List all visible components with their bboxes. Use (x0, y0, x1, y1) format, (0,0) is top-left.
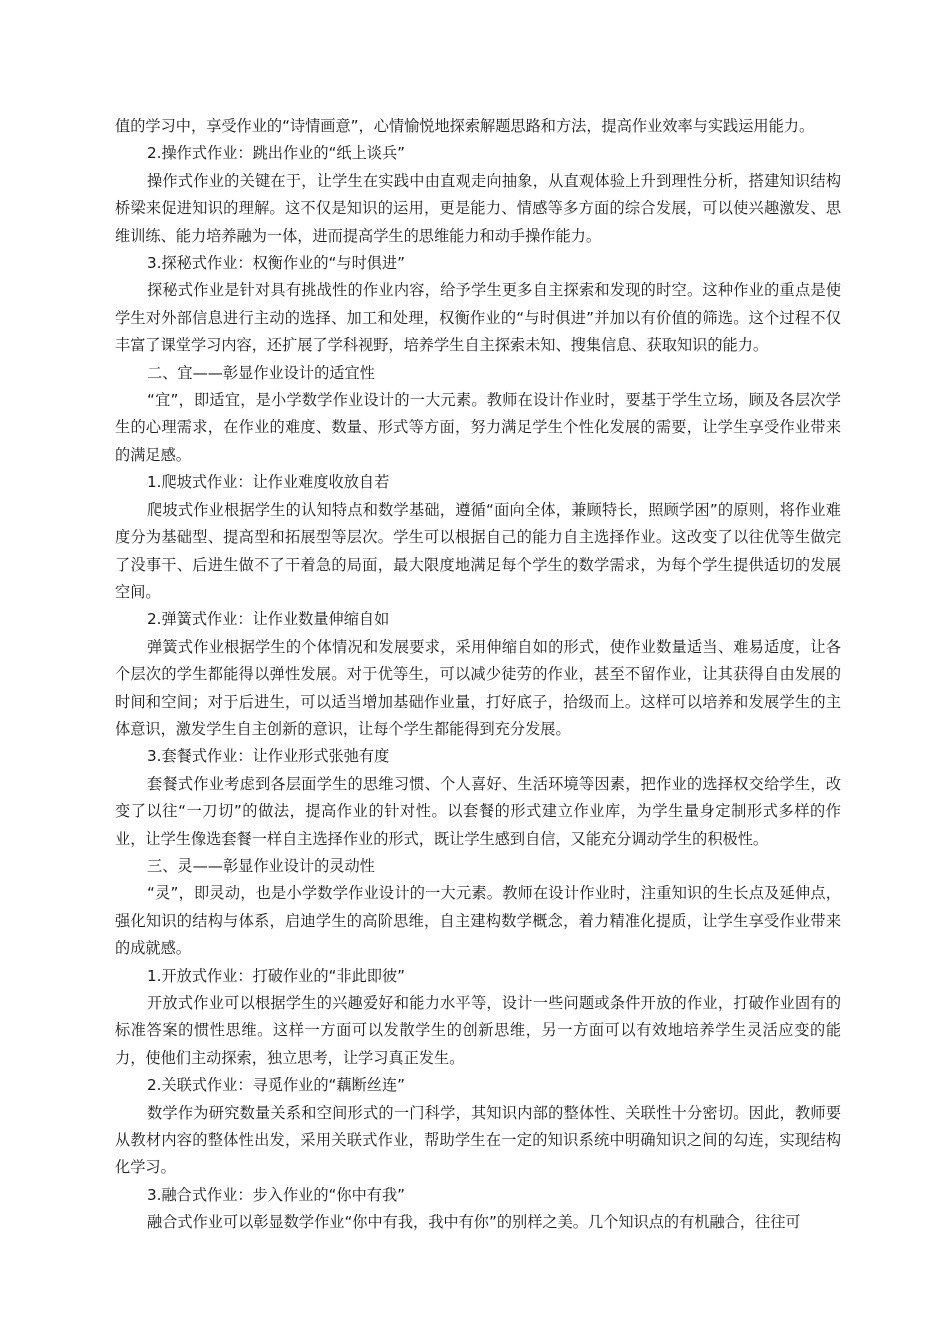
subsection-heading: 1.爬坡式作业：让作业难度收放自若 (147, 473, 390, 492)
subsection-heading: 2.关联式作业：寻觅作业的“藕断丝连” (147, 1076, 406, 1095)
paragraph: 开放式作业可以根据学生的兴趣爱好和能力水平等，设计一些问题或条件开放的作业，打破作业固有的标准答案的惯性思维。这样一方面可以发散学生的创新思维，另一方面可以有效地培养学生灵活应变的能力，使他们主动探索，独立思考，让学习真正发生。 (115, 994, 841, 1067)
paragraph: 值的学习中，享受作业的“诗情画意”，心情愉悦地探索解题思路和方法，提高作业效率与实践运用能力。 (115, 117, 815, 135)
paragraph: 套餐式作业考虑到各层面学生的思维习惯、个人喜好、生活环境等因素，把作业的选择权交给学生，改变了以往“一刀切”的做法，提高作业的针对性。以套餐的形式建立作业库，为学生量身定制形式多样的作业，让学生像选套餐一样自主选择作业的形式，既让学生感到自信，又能充分调动学生的积极性。 (115, 774, 841, 848)
paragraph: 操作式作业的关键在于，让学生在实践中由直观走向抽象，从直观体验上升到理性分析，搭建知识结构桥梁来促进知识的理解。这不仅是知识的运用，更是能力、情感等多方面的综合发展，可以使兴趣激发、思维训练、能力培养融为一体，进而提高学生的思维能力和动手操作能力。 (115, 171, 841, 245)
paragraph: 爬坡式作业根据学生的认知特点和数学基础，遵循“面向全体，兼顾特长，照顾学困”的原则，将作业难度分为基础型、提高型和拓展型等层次。学生可以根据自己的能力自主选择作业。这改变了以往优等生做完了没事干、后进生做不了干着急的局面，最大限度地满足每个学生的数学需求，为每个学生提供适切的发展空间。 (115, 500, 841, 601)
paragraph: 探秘式作业是针对具有挑战性的作业内容，给予学生更多自主探索和发现的时空。这种作业的重点是使学生对外部信息进行主动的选择、加工和处理，权衡作业的“与时俱进”并加以有价值的筛选。这个过程不仅丰富了课堂学习内容，还扩展了学科视野，培养学生自主探索未知、搜集信息、获取知识的能力。 (115, 281, 841, 355)
subsection-heading: 2.弹簧式作业：让作业数量伸缩自如 (147, 610, 390, 629)
subsection-heading: 2.操作式作业：跳出作业的“纸上谈兵” (147, 144, 406, 163)
subsection-heading: 3.融合式作业：步入作业的“你中有我” (147, 1185, 406, 1204)
paragraph: 弹簧式作业根据学生的个体情况和发展要求，采用伸缩自如的形式，使作业数量适当、难易适度，让各个层次的学生都能得以弹性发展。对于优等生，可以减少徒劳的作业，甚至不留作业，让其获得自由发展的时间和空间；对于后进生，可以适当增加基础作业量，打好底子，拾级而上。这样可以培养和发展学生的主体意识，激发学生自主创新的意识，让每个学生都能得到充分发展。 (115, 637, 841, 738)
subsection-heading: 3.套餐式作业：让作业形式张弛有度 (147, 747, 390, 766)
subsection-heading: 3.探秘式作业：权衡作业的“与时俱进” (147, 254, 406, 273)
subsection-heading: 1.开放式作业：打破作业的“非此即彼” (147, 966, 406, 985)
paragraph: 数学作为研究数量关系和空间形式的一门科学，其知识内部的整体性、关联性十分密切。因此，教师要从教材内容的整体性出发，采用关联式作业，帮助学生在一定的知识系统中明确知识之间的勾连，实现结构化学习。 (115, 1103, 841, 1177)
document-page (115, 113, 841, 1237)
section-heading: 二、宜——彰显作业设计的适宜性 (147, 363, 375, 382)
paragraph: 融合式作业可以彰显数学作业“你中有我，我中有你”的别样之美。几个知识点的有机融合，往往可 (147, 1213, 801, 1232)
section-heading: 三、灵——彰显作业设计的灵动性 (147, 856, 375, 875)
paragraph: “宜”，即适宜，是小学数学作业设计的一大元素。教师在设计作业时，要基于学生立场，顾及各层次学生的心理需求，在作业的难度、数量、形式等方面，努力满足学生个性化发展的需要，让学生享受作业带来的满足感。 (115, 391, 841, 464)
paragraph: “灵”，即灵动，也是小学数学作业设计的一大元素。教师在设计作业时，注重知识的生长点及延伸点，强化知识的结构与体系，启迪学生的高阶思维，自主建构数学概念，着力精准化提质，让学生享受作业带来的成就感。 (115, 884, 841, 958)
